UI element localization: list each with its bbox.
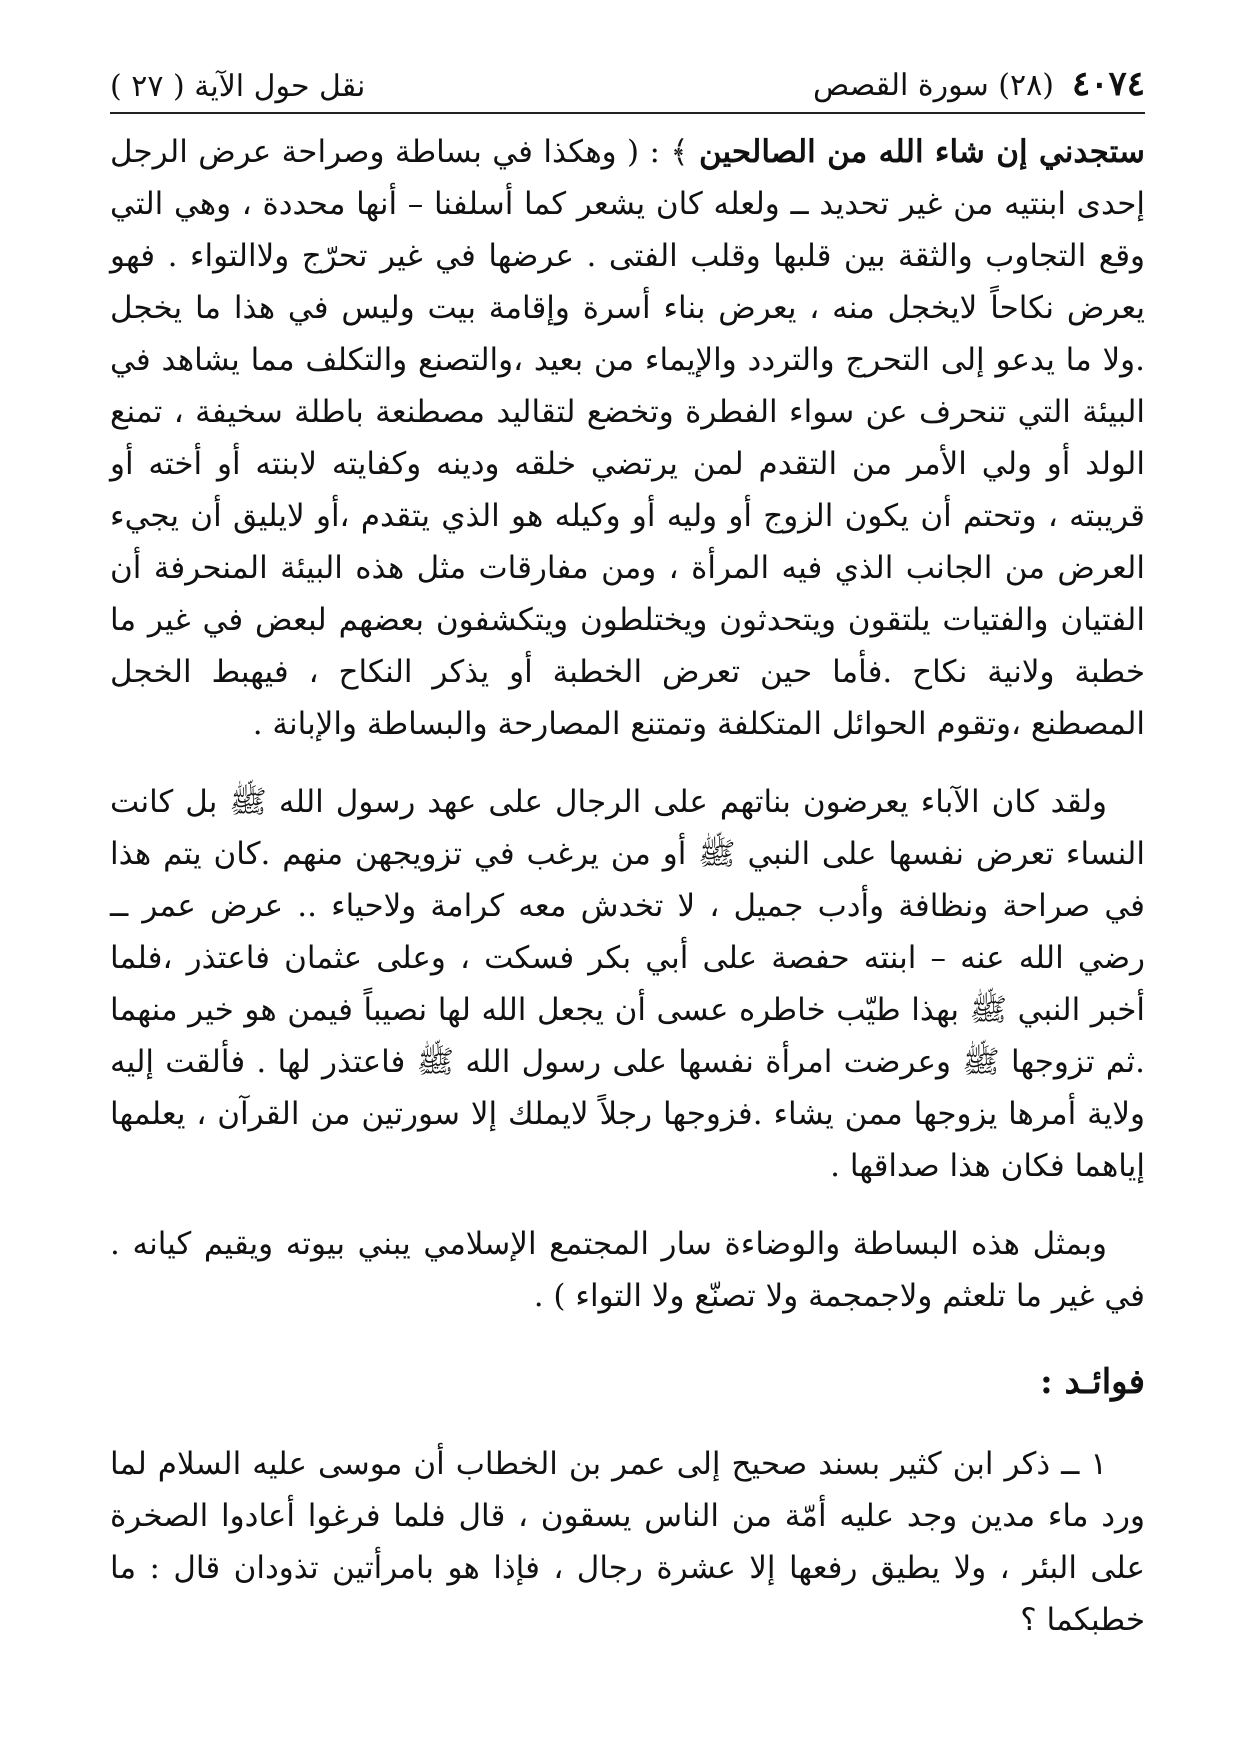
- benefits-heading: فوائـد :: [1040, 1362, 1145, 1402]
- page-number: ٤٠٧٤: [1071, 64, 1145, 104]
- paragraph-4: ١ ــ ذكر ابن كثير بسند صحيح إلى عمر بن الخطاب أن موسى عليه السلام لما ورد ماء مدين وجد عليه أمّة من الناس يسقون ، قال فلما فرغوا أعادوا الصخرة على البئر ، ولا يطيق رفعها إلا عشرة رجال ، فإذا هو بامرأتين تذودان قال : ما خطبكما ؟: [110, 1446, 1145, 1638]
- paragraph-1-text: ﴾ : ( وهكذا في بساطة وصراحة عرض الرجل إحدى ابنتيه من غير تحديد ــ ولعله كان يشعر كما أسلفنا – أنها محددة ، وهي التي وقع التجاوب والثقة بين قلبها وقلب الفتى . عرضها في غير تحرّج ولاالتواء . فهو يعرض نكاحاً لايخجل منه ، يعرض بناء أسرة وإقامة بيت وليس في هذا ما يخجل .ولا ما يدعو إلى التحرج والتردد والإيماء من بعيد ،والتصنع والتكلف مما يشاهد في البيئة التي تنحرف عن سواء الفطرة وتخضع لتقاليد مصطنعة باطلة سخيفة ، تمنع الولد أو ولي الأمر من التقدم لمن يرتضي خلقه ودينه وكفايته لابنته أو أخته أو قريبته ، وتحتم أن يكون الزوج أو وليه أو وكيله هو الذي يتقدم ،أو لايليق أن يجيء العرض من الجانب الذي فيه المرأة ، ومن مفارقات مثل هذه البيئة المنحرفة أن الفتيان والفتيات يلتقون ويتحدثون ويختلطون ويتكشفون بعضهم لبعض في غير ما خطبة ولانية نكاح .فأما حين تعرض الخطبة أو يذكر النكاح ، فيهبط الخجل المصطنع ،وتقوم الحوائل المتكلفة وتمتنع المصارحة والبساطة والإبانة .: [110, 134, 1145, 742]
- paragraph-2: ولقد كان الآباء يعرضون بناتهم على الرجال على عهد رسول الله ﷺ بل كانت النساء تعرض نفسها على النبي ﷺ أو من يرغب في تزويجهن منهم .كان يتم هذا في صراحة ونظافة وأدب جميل ، لا تخدش معه كرامة ولاحياء .. عرض عمر ــ رضي الله عنه – ابنته حفصة على أبي بكر فسكت ، وعلى عثمان فاعتذر ،فلما أخبر النبي ﷺ بهذا طيّب خاطره عسى أن يجعل الله لها نصيباً فيمن هو خير منهما .ثم تزوجها ﷺ وعرضت امرأة نفسها على رسول الله ﷺ فاعتذر لها . فألقت إليه ولاية أمرها يزوجها ممن يشاء .فزوجها رجلاً لايملك إلا سورتين من القرآن ، يعلمها إياهما فكان هذا صداقها .: [110, 784, 1145, 1184]
- page-header: [110, 48, 1145, 114]
- header-right: [813, 64, 1145, 104]
- paragraph-1: [110, 126, 1145, 750]
- surah-title: (٢٨) سورة القصص: [812, 68, 1054, 103]
- page-body: [110, 126, 1145, 1646]
- paragraph-3: وبمثل هذه البساطة والوضاءة سار المجتمع الإسلامي يبني بيوته ويقيم كيانه . في غير ما تلعثم ولاجمجمة ولا تصنّع ولا التواء ) .: [110, 1226, 1145, 1314]
- quoted-verse: ستجدني إن شاء الله من الصالحين: [698, 134, 1146, 170]
- section-title: نقل حول الآية ( ٢٧ ): [110, 69, 366, 104]
